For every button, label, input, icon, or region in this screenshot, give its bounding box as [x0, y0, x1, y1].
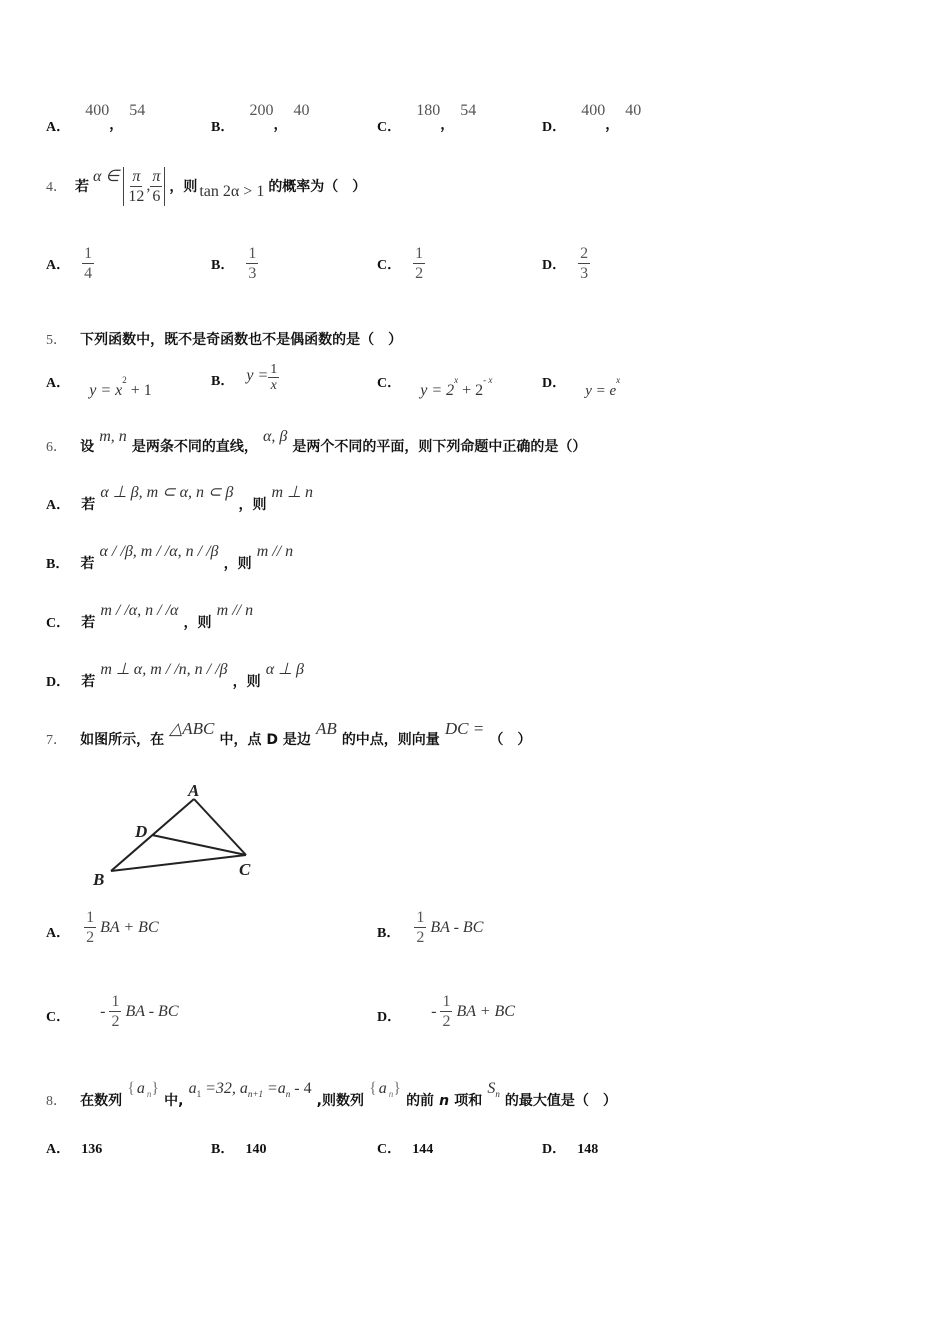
math-expression: m ⊥ α, m / /n, n / /β	[100, 661, 228, 678]
question-text: 的前	[406, 1093, 435, 1109]
option-value: 400	[581, 102, 606, 119]
math-expression: y =	[246, 366, 269, 384]
option-label: C．	[46, 1009, 71, 1025]
triangle-figure	[80, 775, 280, 895]
question-text: 的最大值是（ ）	[504, 1093, 617, 1109]
q3-option-b[interactable]	[211, 100, 310, 135]
question-text: 是两条不同的直线，	[131, 439, 258, 455]
fraction: $\frac{2}{3}$	[580, 245, 589, 282]
q3-option-a[interactable]	[46, 100, 146, 135]
question-text: 如图所示，在	[80, 732, 165, 748]
separator: ，	[273, 118, 288, 133]
q4-option-c[interactable]	[377, 244, 425, 283]
vertex-label-d: D	[135, 822, 148, 841]
option-label: B．	[377, 925, 401, 941]
q5-option-d[interactable]: D． $y = e^x$	[542, 374, 621, 399]
question-4	[46, 162, 366, 210]
math-expression: α ⊥ β	[265, 661, 305, 678]
option-value: 40	[293, 102, 310, 119]
option-value: 54	[460, 102, 477, 119]
q7-option-a[interactable]	[46, 908, 159, 947]
math-expression: a	[188, 1080, 197, 1097]
math-expression: m // n	[216, 602, 254, 619]
question-number: 4．	[46, 180, 67, 195]
edge-bc	[111, 855, 246, 871]
interval: $\frac{\pi}{12}$ , $\frac{\pi}{6}$	[123, 167, 165, 206]
math-expression: m / /α, n / /α	[100, 602, 179, 619]
math-variable: n	[439, 1093, 450, 1109]
option-value: 40	[625, 102, 642, 119]
option-text: ，则	[232, 674, 261, 690]
q5-option-c[interactable]: C． $y = 2^x + 2^{- x}$	[377, 374, 493, 399]
option-label: B．	[211, 373, 235, 389]
fraction: $\frac{\pi}{6}$	[152, 167, 161, 205]
q7-option-c[interactable]	[46, 992, 178, 1031]
option-label: D．	[542, 1142, 567, 1157]
q4-option-b[interactable]	[211, 244, 258, 283]
option-label: C．	[377, 376, 402, 391]
fraction: $\frac{\pi}{12}$	[128, 167, 145, 205]
math-expression: y = x	[89, 382, 123, 399]
math-expression: y = 2	[420, 382, 455, 399]
math-expression: S	[487, 1080, 496, 1097]
question-text: ，则	[169, 179, 198, 195]
option-label: A．	[46, 257, 71, 273]
fraction: $\frac{1}{2}$	[86, 909, 95, 946]
q8-option-d[interactable]	[542, 1138, 598, 1158]
q3-option-c[interactable]	[377, 100, 477, 135]
option-text: 若	[81, 674, 96, 690]
option-label: B．	[211, 257, 235, 273]
question-text: （ ）	[489, 732, 532, 748]
vector-expression: BA - BC	[125, 1002, 179, 1020]
math-expression: m ⊥ n	[271, 484, 314, 501]
q4-option-a[interactable]	[46, 244, 94, 283]
q5-option-a[interactable]: A． $y = x^2 + 1$	[46, 374, 152, 399]
math-expression: △ABC	[169, 719, 215, 738]
separator: ，	[605, 118, 620, 133]
q5-option-b[interactable]	[211, 362, 279, 393]
question-text: 是两个不同的平面，则下列命题中正确的是（）	[292, 439, 587, 455]
option-label: D．	[542, 257, 567, 273]
segment-dc	[152, 835, 246, 855]
option-value: 148	[577, 1142, 599, 1157]
q8-option-b[interactable]	[211, 1138, 266, 1158]
option-label: C．	[377, 257, 402, 273]
q8-option-a[interactable]	[46, 1138, 102, 1158]
fraction: $\frac{1}{2}$	[415, 245, 424, 282]
fraction: $\frac{1}{2}$	[416, 909, 425, 946]
sign: -	[431, 1002, 437, 1020]
option-label: D．	[542, 120, 567, 135]
math-expression: m // n	[256, 543, 294, 560]
math-expression: α ⊥ β, m ⊂ α, n ⊂ β	[100, 484, 234, 501]
option-value: 200	[249, 102, 274, 119]
option-value: 144	[412, 1142, 434, 1157]
q6-option-a[interactable]	[46, 482, 314, 513]
separator: ，	[440, 118, 455, 133]
option-label: D．	[46, 675, 71, 690]
option-label: D．	[542, 376, 567, 391]
option-label: C．	[377, 120, 402, 135]
option-text: ，则	[223, 556, 252, 572]
option-label: D．	[377, 1009, 402, 1025]
question-number: 8．	[46, 1094, 67, 1109]
question-text: 下列函数中，既不是奇函数也不是偶函数的是（ ）	[80, 332, 403, 348]
math-expression: AB	[315, 719, 337, 738]
vector-expression: BA - BC	[430, 918, 484, 936]
sign: -	[100, 1002, 106, 1020]
option-value: 400	[85, 102, 110, 119]
option-label: A．	[46, 498, 71, 513]
option-text: ，则	[238, 497, 267, 513]
vector-expression: BA + BC	[100, 918, 159, 936]
question-text: 项和	[454, 1093, 483, 1109]
question-text: ,则数列	[316, 1093, 364, 1109]
vector-expression: BA + BC	[456, 1002, 515, 1020]
question-text: 中，点 D 是边	[219, 732, 311, 748]
option-label: A．	[46, 376, 71, 391]
option-text: 若	[80, 556, 95, 572]
math-expression: DC =	[444, 719, 485, 738]
question-text: 在数列	[80, 1093, 123, 1109]
sequence-braces: { a $_n$}	[127, 1080, 160, 1100]
option-text: 若	[81, 615, 96, 631]
question-text: 若	[75, 179, 89, 195]
option-value: 140	[245, 1142, 267, 1157]
option-label: B．	[46, 557, 70, 572]
option-label: C．	[377, 1142, 402, 1157]
fraction: $\frac{1}{3}$	[248, 245, 257, 282]
q6-option-b[interactable]	[46, 541, 294, 572]
option-text: 若	[81, 497, 96, 513]
vertex-label-b: B	[93, 870, 105, 889]
option-label: A．	[46, 1142, 71, 1157]
question-8: 8． 在数列 { a $_n$} 中, $a_1 =32$, $a_{n+1} =a_n - 4$ ,则数列 { a $_n$} 的前 n 项和 $S_n$ 的最大值是（ ）	[46, 1080, 617, 1109]
separator: ，	[109, 118, 124, 133]
q8-option-c[interactable]	[377, 1138, 433, 1158]
q3-option-d[interactable]	[542, 100, 642, 135]
math-expression: α / /β, m / /α, n / /β	[99, 543, 219, 560]
question-text: 中,	[164, 1093, 184, 1109]
option-label: B．	[211, 1142, 235, 1157]
question-number: 7．	[46, 733, 67, 748]
math-expression: m, n	[99, 428, 127, 445]
option-text: ，则	[183, 615, 212, 631]
q7-option-d[interactable]	[377, 992, 515, 1031]
option-value: 54	[129, 102, 146, 119]
question-7	[46, 719, 532, 748]
vertex-label-a: A	[188, 781, 200, 800]
question-number: 6．	[46, 440, 67, 455]
option-label: A．	[46, 925, 71, 941]
fraction: $\frac{1}{4}$	[84, 245, 93, 282]
math-expression: y = e	[585, 383, 617, 399]
question-5	[46, 329, 402, 349]
option-value: 136	[81, 1142, 103, 1157]
question-number: 5．	[46, 333, 67, 348]
q7-option-b[interactable]	[377, 908, 483, 947]
sequence-braces: { a $_n$}	[369, 1080, 401, 1100]
q4-option-d[interactable]	[542, 244, 590, 283]
math-expression: α, β	[262, 428, 288, 445]
option-label: B．	[211, 120, 235, 135]
math-expression: tan 2α > 1	[199, 183, 265, 200]
math-expression: α ∈	[93, 168, 120, 185]
option-label: A．	[46, 120, 71, 135]
question-text: 的概率为（ ）	[268, 179, 367, 195]
q6-option-c[interactable]	[46, 600, 254, 631]
vertex-label-c: C	[239, 860, 251, 879]
fraction: $\frac{1}{2}$	[442, 993, 451, 1030]
option-label: C．	[46, 616, 71, 631]
question-6	[46, 426, 587, 455]
question-text: 的中点，则向量	[341, 732, 440, 748]
fraction: $\frac{1}{x}$	[270, 362, 278, 393]
question-text: 设	[80, 439, 95, 455]
fraction: $\frac{1}{2}$	[111, 993, 120, 1030]
option-value: 180	[416, 102, 441, 119]
q6-option-d[interactable]	[46, 659, 305, 690]
